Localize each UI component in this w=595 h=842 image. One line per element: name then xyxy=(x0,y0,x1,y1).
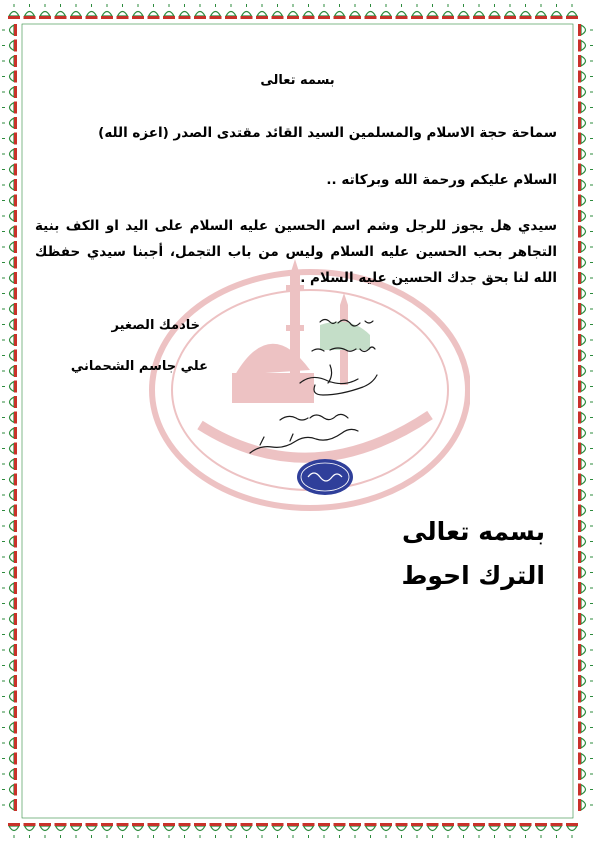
greeting-line: السلام عليكم ورحمة الله وبركاته .. xyxy=(326,172,557,188)
border-motif xyxy=(578,567,593,579)
closing-servant: خادمك الصغير xyxy=(111,318,200,333)
border-motif xyxy=(256,4,268,19)
sender-name: علي جاسم الشحماني xyxy=(70,359,208,374)
border-motif xyxy=(194,823,206,838)
border-motif xyxy=(241,823,253,838)
official-stamp xyxy=(297,459,353,495)
border-motif xyxy=(163,4,175,19)
border-motif xyxy=(578,24,593,36)
border-motif xyxy=(225,4,237,19)
border-motif xyxy=(2,691,17,703)
border-motif xyxy=(578,629,593,641)
border-motif xyxy=(2,489,17,501)
border-motif xyxy=(396,823,408,838)
border-motif xyxy=(2,784,17,796)
border-motif xyxy=(578,55,593,67)
border-motif xyxy=(2,644,17,656)
border-motif xyxy=(578,536,593,548)
border-motif xyxy=(578,179,593,191)
border-motif xyxy=(489,4,501,19)
border-motif xyxy=(2,210,17,222)
border-motif xyxy=(578,675,593,687)
border-motif xyxy=(458,4,470,19)
border-motif xyxy=(179,823,191,838)
border-motif xyxy=(578,598,593,610)
border-motif xyxy=(578,210,593,222)
border-motif xyxy=(2,753,17,765)
border-motif xyxy=(2,319,17,331)
border-motif xyxy=(578,288,593,300)
border-motif xyxy=(2,706,17,718)
border-motif xyxy=(86,4,98,19)
border-motif xyxy=(442,4,454,19)
handwritten-reply xyxy=(220,305,410,505)
border-motif xyxy=(55,823,67,838)
border-motif xyxy=(256,823,268,838)
border-motif xyxy=(101,4,113,19)
border-motif xyxy=(349,4,361,19)
border-motif xyxy=(117,4,129,19)
border-motif xyxy=(427,4,439,19)
border-motif xyxy=(578,195,593,207)
border-motif xyxy=(2,164,17,176)
border-motif xyxy=(117,823,129,838)
border-motif xyxy=(2,396,17,408)
border-motif xyxy=(318,4,330,19)
border-motif xyxy=(55,4,67,19)
border-motif xyxy=(2,334,17,346)
question-paragraph: سيدي هل يجوز للرجل وشم اسم الحسين عليه السلام على اليد او الكف بنية التجاهر بحب الحسين عليه السلام وليس من باب التجمل، أجبنا سيدي حفظك الله لنا بحق جدك الحسين عليه السلام . xyxy=(35,218,557,286)
border-motif xyxy=(411,4,423,19)
border-motif xyxy=(578,644,593,656)
border-motif xyxy=(578,365,593,377)
border-motif xyxy=(578,272,593,284)
border-motif xyxy=(489,823,501,838)
border-motif xyxy=(303,823,315,838)
border-motif xyxy=(578,582,593,594)
border-motif xyxy=(2,551,17,563)
border-motif xyxy=(578,117,593,129)
border-motif xyxy=(551,823,563,838)
border-motif xyxy=(2,443,17,455)
border-motif xyxy=(2,257,17,269)
border-motif xyxy=(210,823,222,838)
border-motif xyxy=(8,823,20,838)
border-motif xyxy=(287,4,299,19)
border-motif xyxy=(504,823,516,838)
border-motif xyxy=(2,179,17,191)
border-motif xyxy=(578,613,593,625)
border-motif xyxy=(179,4,191,19)
border-motif xyxy=(2,133,17,145)
border-motif xyxy=(2,474,17,486)
border-motif xyxy=(2,365,17,377)
border-motif xyxy=(578,443,593,455)
border-motif xyxy=(194,4,206,19)
border-motif xyxy=(2,675,17,687)
border-motif xyxy=(2,303,17,315)
border-motif xyxy=(566,823,578,838)
border-motif xyxy=(2,272,17,284)
border-motif xyxy=(2,458,17,470)
border-motif xyxy=(578,551,593,563)
border-motif xyxy=(578,722,593,734)
border-motif xyxy=(2,412,17,424)
border-motif xyxy=(2,722,17,734)
border-motif xyxy=(411,823,423,838)
border-motif xyxy=(578,241,593,253)
border-motif xyxy=(132,823,144,838)
border-motif xyxy=(551,4,563,19)
addressee-line: سماحة حجة الاسلام والمسلمين السيد القائد مقتدى الصدر (اعزه الله) xyxy=(98,125,557,141)
border-motif xyxy=(349,823,361,838)
border-motif xyxy=(334,4,346,19)
border-motif xyxy=(578,133,593,145)
border-motif xyxy=(578,102,593,114)
border-motif xyxy=(578,164,593,176)
border-motif xyxy=(504,4,516,19)
border-motif xyxy=(578,505,593,517)
reply-heading: بسمه تعالى xyxy=(401,517,545,546)
border-motif xyxy=(535,823,547,838)
border-motif xyxy=(8,4,20,19)
border-motif xyxy=(380,823,392,838)
border-motif xyxy=(473,823,485,838)
border-motif xyxy=(2,24,17,36)
border-motif xyxy=(578,40,593,52)
border-motif xyxy=(210,4,222,19)
border-motif xyxy=(2,629,17,641)
border-motif xyxy=(132,4,144,19)
reply-ruling: الترك احوط xyxy=(401,561,545,590)
border-motif xyxy=(2,148,17,160)
border-motif xyxy=(101,823,113,838)
border-motif xyxy=(396,4,408,19)
border-motif xyxy=(2,350,17,362)
border-motif xyxy=(578,148,593,160)
border-motif xyxy=(2,582,17,594)
border-motif xyxy=(2,598,17,610)
border-motif xyxy=(2,427,17,439)
border-motif xyxy=(578,520,593,532)
border-motif xyxy=(318,823,330,838)
border-motif xyxy=(578,334,593,346)
border-motif xyxy=(2,613,17,625)
border-motif xyxy=(578,768,593,780)
border-motif xyxy=(458,823,470,838)
border-motif xyxy=(2,381,17,393)
border-motif xyxy=(2,737,17,749)
border-motif xyxy=(2,102,17,114)
border-motif xyxy=(225,823,237,838)
border-motif xyxy=(2,768,17,780)
border-motif xyxy=(427,823,439,838)
border-motif xyxy=(2,799,17,811)
border-motif xyxy=(578,303,593,315)
border-motif xyxy=(365,823,377,838)
border-motif xyxy=(578,737,593,749)
border-motif xyxy=(578,319,593,331)
border-motif xyxy=(578,381,593,393)
border-motif xyxy=(2,226,17,238)
border-motif xyxy=(241,4,253,19)
border-motif xyxy=(578,412,593,424)
border-motif xyxy=(520,4,532,19)
border-motif xyxy=(24,4,36,19)
border-motif xyxy=(578,350,593,362)
border-motif xyxy=(442,823,454,838)
border-motif xyxy=(2,505,17,517)
border-motif xyxy=(2,520,17,532)
border-motif xyxy=(578,427,593,439)
border-motif xyxy=(2,288,17,300)
border-motif xyxy=(2,241,17,253)
border-motif xyxy=(365,4,377,19)
border-motif xyxy=(2,40,17,52)
border-motif xyxy=(334,823,346,838)
border-motif xyxy=(2,660,17,672)
border-motif xyxy=(163,823,175,838)
border-motif xyxy=(148,823,160,838)
border-motif xyxy=(473,4,485,19)
border-motif xyxy=(578,784,593,796)
border-motif xyxy=(578,257,593,269)
border-motif xyxy=(2,55,17,67)
border-motif xyxy=(39,4,51,19)
border-motif xyxy=(520,823,532,838)
border-motif xyxy=(303,4,315,19)
border-motif xyxy=(578,458,593,470)
border-motif xyxy=(2,117,17,129)
border-motif xyxy=(578,706,593,718)
border-motif xyxy=(578,660,593,672)
border-motif xyxy=(535,4,547,19)
border-motif xyxy=(70,4,82,19)
border-motif xyxy=(578,396,593,408)
border-motif xyxy=(272,823,284,838)
border-motif xyxy=(578,691,593,703)
border-motif xyxy=(566,4,578,19)
border-motif xyxy=(2,195,17,207)
border-motif xyxy=(148,4,160,19)
border-motif xyxy=(2,536,17,548)
border-motif xyxy=(380,4,392,19)
border-motif xyxy=(2,567,17,579)
border-motif xyxy=(578,489,593,501)
border-motif xyxy=(287,823,299,838)
border-motif xyxy=(578,226,593,238)
border-motif xyxy=(578,753,593,765)
border-motif xyxy=(578,474,593,486)
basmala-heading: بسمه تعالى xyxy=(260,73,335,88)
border-motif xyxy=(578,799,593,811)
border-motif xyxy=(86,823,98,838)
border-motif xyxy=(272,4,284,19)
border-motif xyxy=(70,823,82,838)
border-motif xyxy=(39,823,51,838)
border-motif xyxy=(24,823,36,838)
